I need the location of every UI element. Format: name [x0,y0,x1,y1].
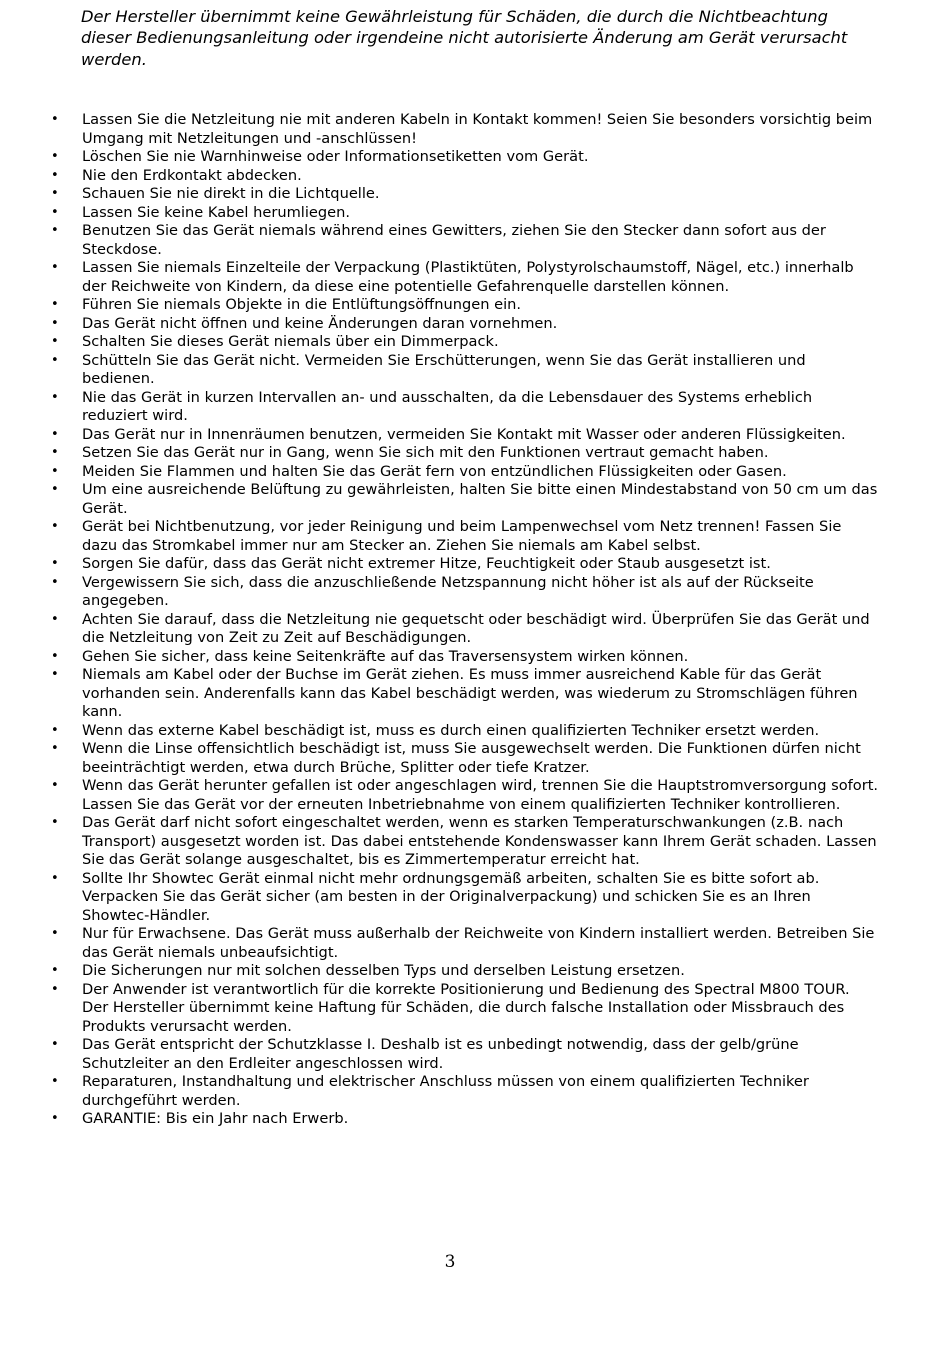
bullet-icon: • [51,1037,59,1052]
list-item-text: Der Anwender ist verantwortlich für die korrekte Positionierung und Bedienung des Spectral M800 TOUR. Der Hersteller übernimmt keine Haftung für Schäden, die durch falsche Installation oder Missbrauch des Produkts verursacht werden. [82,980,850,1035]
list-item [0,111,950,148]
bullet-icon: • [51,741,59,756]
bullet-icon: • [51,426,59,442]
list-item [0,204,950,223]
bullet-icon: • [51,186,59,201]
list-item [0,870,950,926]
list-item [0,611,950,648]
list-item [0,1073,950,1110]
list-item-text: Um eine ausreichende Belüftung zu gewährleisten, halten Sie bitte einen Mindestabstand von 50 cm um das Gerät. [82,481,878,517]
list-item-text: Lassen Sie niemals Einzelteile der Verpackung (Plastiktüten, Polystyrolschaumstoff, Nägel, etc.) innerhalb der Reichweite von Kindern, da diese eine potentielle Gefahrenquelle darstellen können. [82,259,854,295]
bullet-icon: • [51,574,59,590]
list-item [0,981,950,1037]
bullet-icon: • [51,519,59,534]
list-item-text: Schauen Sie nie direkt in die Lichtquelle. [82,185,380,202]
bullet-icon: • [51,149,59,164]
bullet-icon: • [51,315,59,331]
list-item [0,777,950,814]
list-item [0,1036,950,1073]
bullet-icon: • [51,167,59,183]
bullet-icon: • [51,482,59,497]
list-item-text: Lassen Sie die Netzleitung nie mit anderen Kabeln in Kontakt kommen! Seien Sie besonders vorsichtig beim Umgang mit Netzleitungen und -anschlüssen! [82,111,873,147]
bullet-icon: • [51,667,59,682]
list-item [0,574,950,611]
bullet-icon: • [51,1074,59,1089]
bullet-icon: • [51,815,59,830]
list-item-text: Gerät bei Nichtbenutzung, vor jeder Reinigung und beim Lampenwechsel vom Netz trennen! Fassen Sie dazu das Stromkabel immer nur am Stecker an. Ziehen Sie niemals am Kabel selbst. [82,518,842,554]
list-item-text: GARANTIE: Bis ein Jahr nach Erwerb. [82,1110,349,1127]
list-item [0,814,950,870]
list-item-text: Schütteln Sie das Gerät nicht. Vermeiden Sie Erschütterungen, wenn Sie das Gerät installieren und bedienen. [82,351,806,387]
bullet-icon: • [51,389,59,405]
list-item [0,315,950,334]
list-item-text: Das Gerät entspricht der Schutzklasse I. Deshalb ist es unbedingt notwendig, dass der gelb/grüne Schutzleiter an den Erdleiter angeschlossen wird. [82,1036,799,1072]
intro-paragraph: Der Hersteller übernimmt keine Gewährleistung für Schäden, die durch die Nichtbeachtung dieser Bedienungsanleitung oder irgendeine nicht autorisierte Änderung am Gerät verursacht werden. [81,7,848,69]
list-item-text: Sollte Ihr Showtec Gerät einmal nicht mehr ordnungsgemäß arbeiten, schalten Sie es bitte sofort ab. Verpacken Sie das Gerät sicher (am besten in der Originalverpackung) und schicken Sie es an Ihren Showtec-Händler. [82,869,820,924]
bullet-icon: • [51,334,59,349]
bullet-icon: • [51,297,59,312]
list-item [0,444,950,463]
list-item [0,925,950,962]
list-item [0,426,950,445]
bullet-icon: • [51,981,59,997]
list-item-text: Niemals am Kabel oder der Buchse im Gerät ziehen. Es muss immer ausreichend Kable für das Gerät vorhanden sein. Anderenfalls kann das Kabel beschädigt werden, was wiederum zu Stromschlägen führen kann. [82,666,858,720]
list-item-text: Nie das Gerät in kurzen Intervallen an- und ausschalten, da die Lebensdauer des Systems erheblich reduziert wird. [82,388,813,424]
list-item-text: Wenn das externe Kabel beschädigt ist, muss es durch einen qualifizierten Techniker ersetzt werden. [82,721,820,739]
list-item [0,167,950,186]
list-item [0,1110,950,1129]
bullet-icon: • [51,1111,59,1126]
list-item-text: Wenn die Linse offensichtlich beschädigt ist, muss Sie ausgewechselt werden. Die Funktionen dürfen nicht beeinträchtigt werden, etwa durch Brüche, Splitter oder tiefe Kratzer. [82,740,861,776]
bullet-icon: • [51,223,59,238]
list-item [0,463,950,482]
list-item-text: Das Gerät nur in Innenräumen benutzen, vermeiden Sie Kontakt mit Wasser oder anderen Flüssigkeiten. [82,425,846,443]
list-item [0,296,950,315]
safety-instructions-list [0,111,950,1129]
list-item [0,740,950,777]
list-item-text: Gehen Sie sicher, dass keine Seitenkräfte auf das Traversensystem wirken können. [82,647,689,665]
bullet-icon: • [51,556,59,571]
list-item [0,333,950,352]
list-item [0,481,950,518]
list-item-text: Nie den Erdkontakt abdecken. [82,166,302,184]
list-item-text: Achten Sie darauf, dass die Netzleitung nie gequetscht oder beschädigt wird. Überprüfen Sie das Gerät und die Netzleitung von Zeit zu Zeit auf Beschädigungen. [82,610,870,646]
list-item-text: Führen Sie niemals Objekte in die Entlüftungsöffnungen ein. [82,296,522,313]
list-item-text: Das Gerät darf nicht sofort eingeschaltet werden, wenn es starken Temperaturschwankungen (z.B. nach Transport) ausgesetzt worden ist. Das dabei entstehende Kondenswasser kann Ihrem Gerät schaden. Lassen Sie das Gerät solange ausgeschaltet, bis es Zimmertemperatur erreicht hat. [82,814,877,868]
list-item-text: Löschen Sie nie Warnhinweise oder Informationsetiketten vom Gerät. [82,148,589,165]
list-item-text: Schalten Sie dieses Gerät niemals über ein Dimmerpack. [82,333,499,350]
list-item-text: Die Sicherungen nur mit solchen desselben Typs und derselben Leistung ersetzen. [82,962,685,979]
bullet-icon: • [51,722,59,738]
list-item [0,722,950,741]
list-item [0,185,950,204]
list-item [0,666,950,722]
bullet-icon: • [51,926,59,941]
bullet-icon: • [51,352,59,368]
bullet-icon: • [51,778,59,793]
list-item [0,259,950,296]
list-item-text: Vergewissern Sie sich, dass die anzuschließende Netzspannung nicht höher ist als auf der Rückseite angegeben. [82,573,814,609]
list-item [0,148,950,167]
bullet-icon: • [51,445,59,460]
list-item-text: Setzen Sie das Gerät nur in Gang, wenn Sie sich mit den Funktionen vertraut gemacht haben. [82,444,769,461]
list-item [0,962,950,981]
list-item-text: Meiden Sie Flammen und halten Sie das Gerät fern von entzündlichen Flüssigkeiten oder Gasen. [82,462,787,480]
list-item-text: Sorgen Sie dafür, dass das Gerät nicht extremer Hitze, Feuchtigkeit oder Staub ausgesetzt ist. [82,555,771,572]
bullet-icon: • [51,963,59,978]
bullet-icon: • [51,260,59,275]
list-item-text: Lassen Sie keine Kabel herumliegen. [82,203,351,221]
bullet-icon: • [51,611,59,627]
list-item-text: Benutzen Sie das Gerät niemals während eines Gewitters, ziehen Sie den Stecker dann sofort aus der Steckdose. [82,222,826,258]
list-item [0,555,950,574]
list-item [0,222,950,259]
list-item [0,648,950,667]
list-item-text: Reparaturen, Instandhaltung und elektrischer Anschluss müssen von einem qualifizierten Techniker durchgeführt werden. [82,1073,809,1109]
list-item [0,389,950,426]
bullet-icon: • [51,648,59,664]
bullet-icon: • [51,870,59,886]
page-number: 3 [444,1252,456,1272]
list-item-text: Das Gerät nicht öffnen und keine Änderungen daran vornehmen. [82,314,558,332]
bullet-icon: • [51,204,59,220]
list-item-text: Wenn das Gerät herunter gefallen ist oder angeschlagen wird, trennen Sie die Hauptstromversorgung sofort. Lassen Sie das Gerät vor der erneuten Inbetriebnahme von einem qualifizierten Techniker kontrollieren. [82,777,879,813]
list-item [0,352,950,389]
bullet-icon: • [51,463,59,479]
list-item [0,518,950,555]
list-item-text: Nur für Erwachsene. Das Gerät muss außerhalb der Reichweite von Kindern installiert werden. Betreiben Sie das Gerät niemals unbeaufsichtigt. [82,925,875,961]
bullet-icon: • [51,112,59,127]
